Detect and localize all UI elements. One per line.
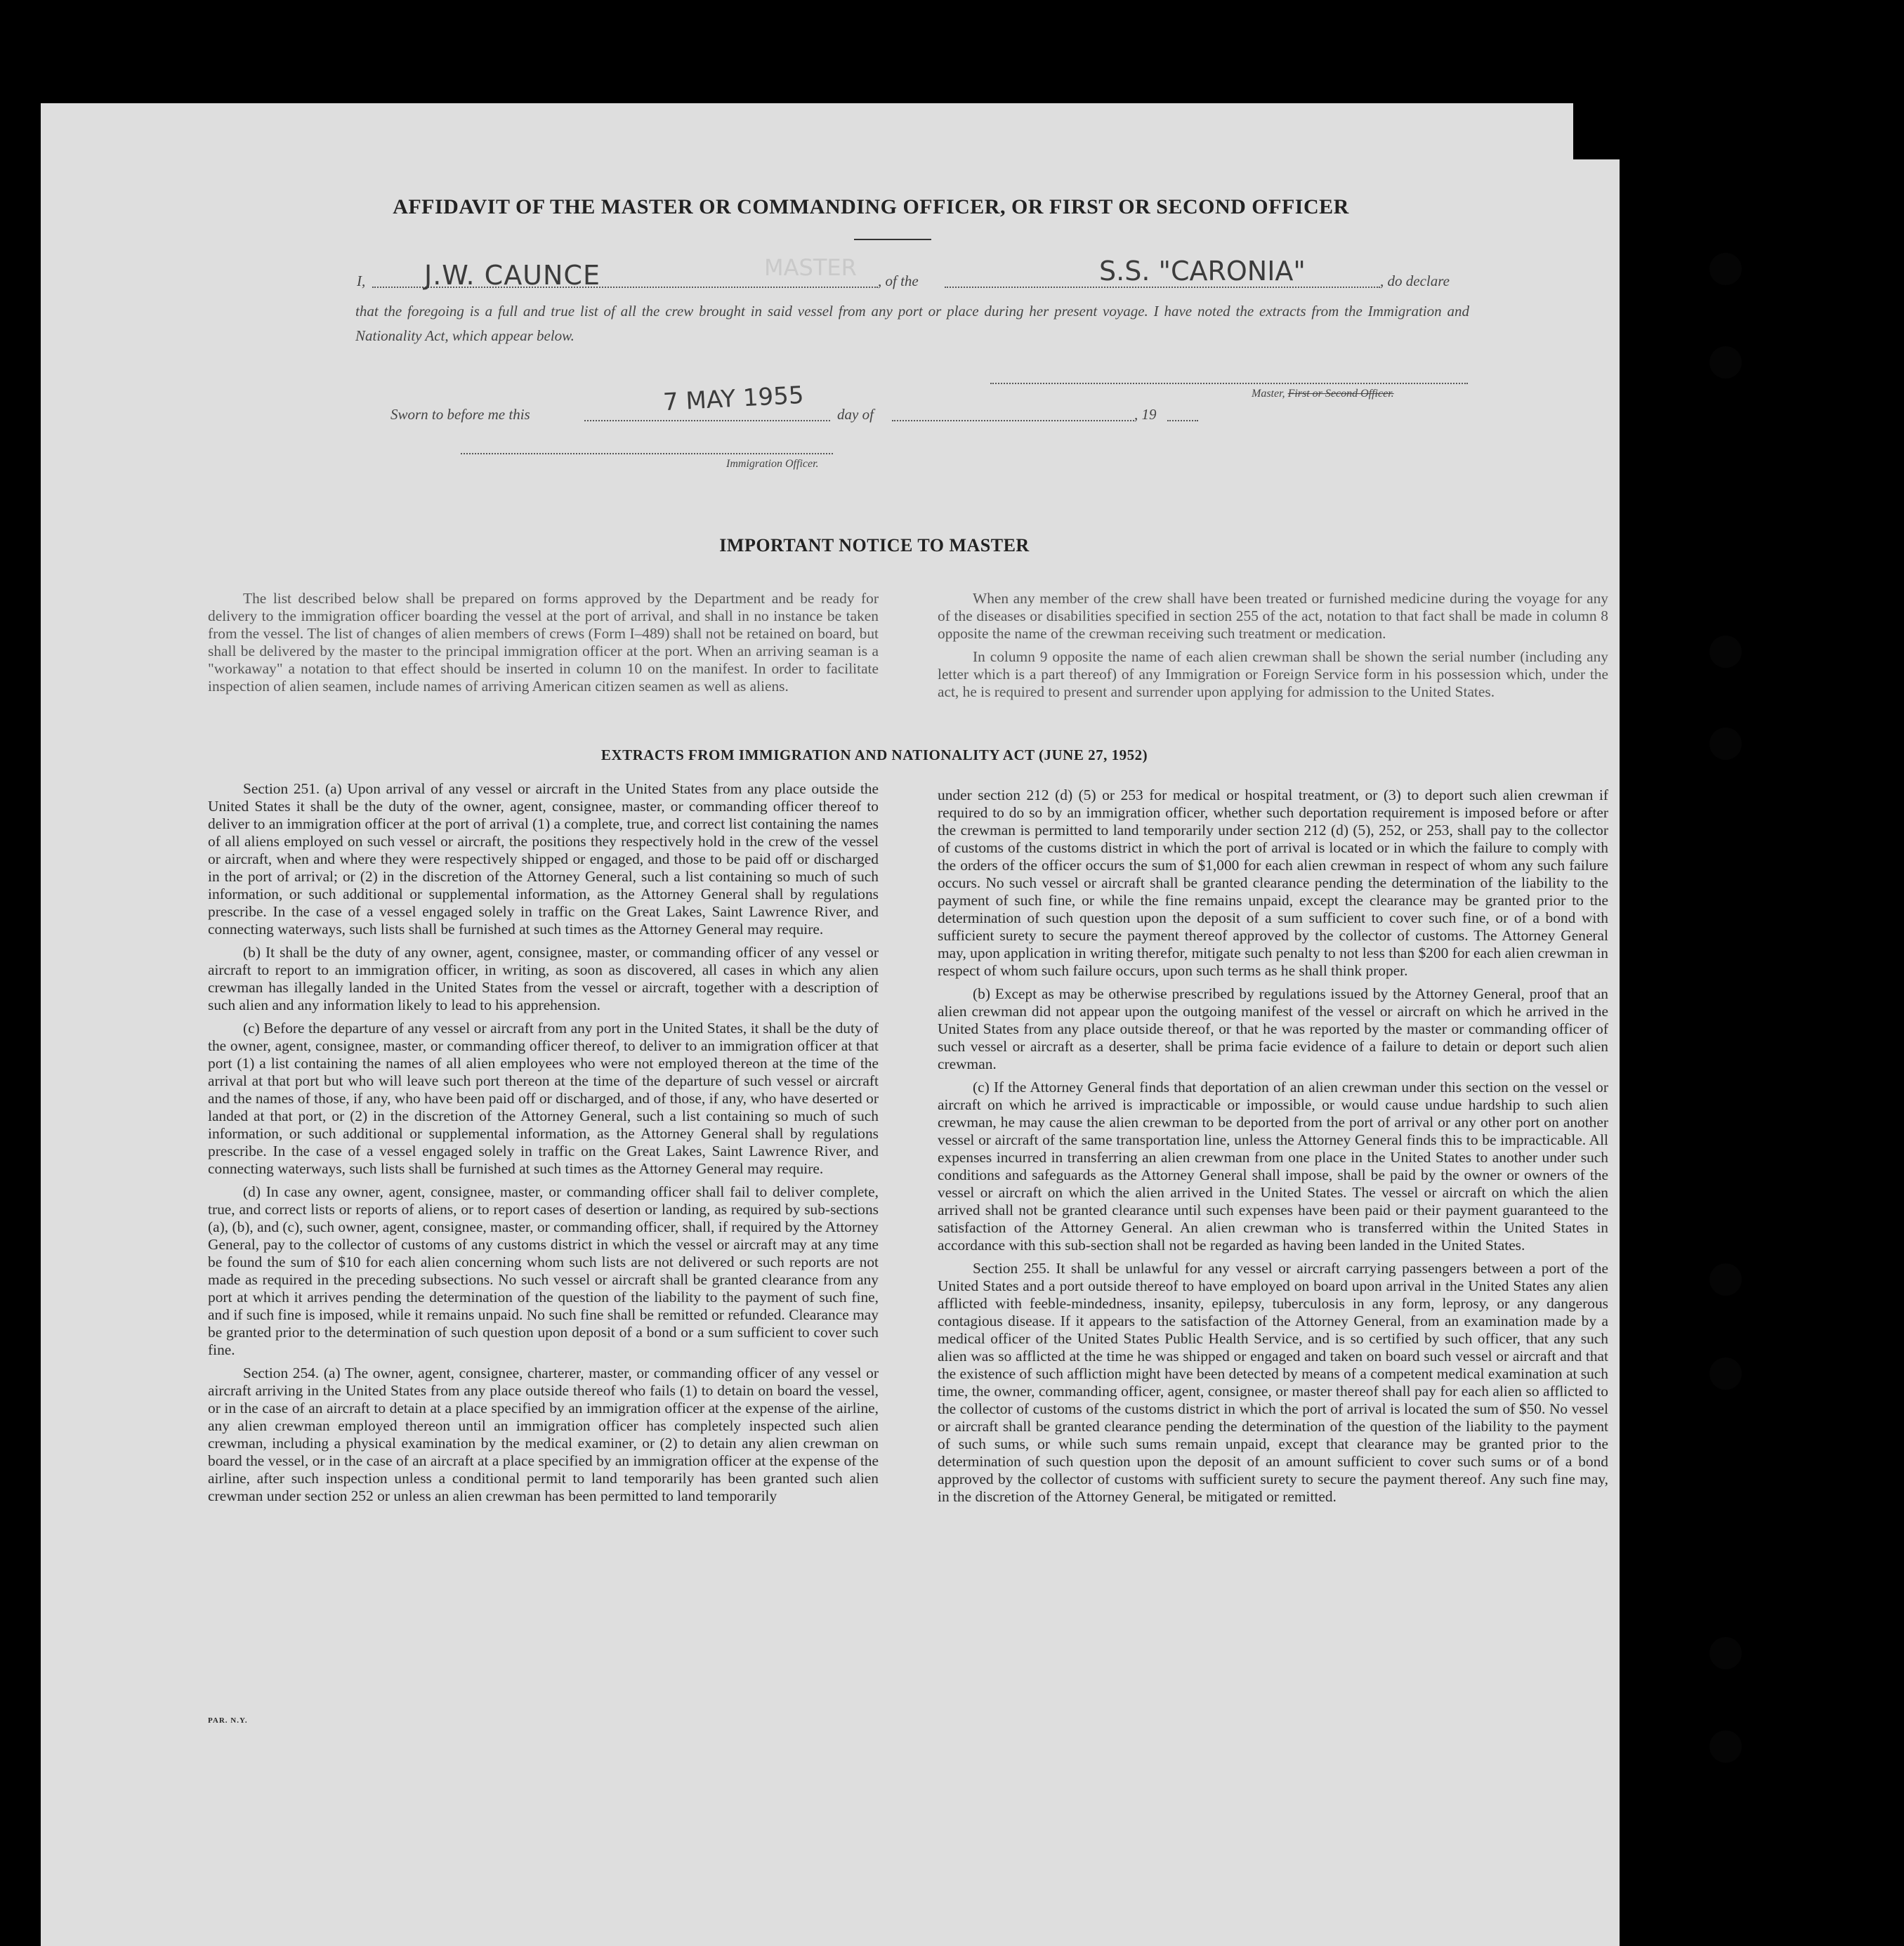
extracts-right-column <box>938 787 1608 1511</box>
notice-right-paragraph-2: In column 9 opposite the name of each alien crewman shall be shown the serial number (including any letter which is a part thereof) of any Immigration or Foreign Service form in his possession which, under the act, he is required to present and surrender upon applying for admission to the United States. <box>938 648 1608 700</box>
struck-officer-label: First or Second Officer. <box>1287 388 1394 400</box>
name-handwritten: J.W. CAUNCE <box>424 260 600 291</box>
line1-of-the: , of the <box>878 272 919 289</box>
immigration-officer-label: Immigration Officer. <box>726 458 819 470</box>
rank-faint: MASTER <box>764 254 857 281</box>
sworn-prefix: Sworn to before me this <box>390 406 530 423</box>
line1-suffix: , do declare <box>1380 272 1450 289</box>
title-divider <box>854 239 931 240</box>
section-254a-continued: under section 212 (d) (5) or 253 for medical or hospital treatment, or (3) to deport such alien crewman if required to do so by an immigration officer, whether such deportation requirement is imposed before or after the crewman is permitted to land temporarily under section 212 (d) (5), 252, or 253, shall pay to the collector of customs of the customs district in which the port of arrival is located or in which the failure to comply with the orders of the officer occurs the sum of $1,000 for each alien crewman in respect of whom any such failure occurs. No such vessel or aircraft shall be granted clearance pending the determination of the liability to the payment of such fine, or while the fine remains unpaid, except the clearance may be granted prior to the determination of such question upon the deposit of a sum sufficient to cover such fine, or of a bond with sufficient surety to secure the payment thereof approved by the collector of customs. The Attorney General may, upon application in writing therefor, mitigate such penalty to not less than $200 for each alien crewman in respect of whom such failure occurs, upon such terms as he shall think proper. <box>938 787 1608 979</box>
sheet-edge-shadow <box>1573 103 1643 159</box>
section-254a: Section 254. (a) The owner, agent, consignee, charterer, master, or commanding officer of any vessel or aircraft arriving in the United States from any place outside thereof who fails (1) to detain on board the vessel, or in the case of an aircraft to detain at a place specified by an immigration officer at the expense of the airline, any alien crewman employed thereon until an immigration officer has completely inspected such alien crewman, including a physical examination by the medical examiner, or (2) to detain any alien crewman on board the vessel, or in the case of an aircraft at a place specified by an immigration officer at the expense of the airline, after such inspection unless a conditional permit to land temporarily has been granted such alien crewman under section 252 or unless an alien crewman has been permitted to land temporarily <box>208 1365 879 1504</box>
printer-mark: PAR. N.Y. <box>208 1716 248 1725</box>
section-251b: (b) It shall be the duty of any owner, agent, consignee, master, or commanding officer of any vessel or aircraft to report to an immigration officer, in writing, as soon as discovered, all cases in which any alien crewman has illegally landed in the United States from the vessel or aircraft, together with a description of such alien and any information likely to lead to his apprehension. <box>208 944 879 1013</box>
year-field-line <box>1167 420 1198 421</box>
punch-hole <box>1709 728 1742 760</box>
month-field-line <box>892 420 1134 421</box>
section-251c: (c) Before the departure of any vessel or aircraft from any port in the United States, it shall be the duty of the owner, agent, consignee, master, or commanding officer thereof, to deliver to an immigration officer at that port (1) a list containing the names of all alien employees who were not employed thereon at the time of the arrival at that port but who will leave such port thereon at the time of the departure of such vessel or aircraft and the names of those, if any, who have been paid off or discharged, and of those, if any, who have deserted or landed at that port, or (2) in the discretion of the Attorney General, such a list containing so much of such information, or such additional or supplemental information, as the Attorney General shall by regulations prescribe. In the case of a vessel engaged solely in traffic on the Great Lakes, Saint Lawrence River, and connecting waterways, such lists shall be furnished at such times as the Attorney General may require. <box>208 1020 879 1177</box>
punch-hole <box>1709 346 1742 379</box>
sworn-date-line <box>584 420 830 421</box>
section-251a: Section 251. (a) Upon arrival of any vessel or aircraft in the United States from any place outside the United States it shall be the duty of the owner, agent, consignee, master, or commanding officer thereof to deliver to an immigration officer at the port of arrival (1) a complete, true, and correct list containing the names of all aliens employed on such vessel or aircraft, the positions they respectively hold in the crew of the vessel or aircraft, when and where they were respectively shipped or engaged, and those to be paid off or discharged in the port of arrival; or (2) in the discretion of the Attorney General, such a list containing so much of such information, or such additional or supplemental information, as the Attorney General shall by regulations prescribe. In the case of a vessel engaged solely in traffic on the Great Lakes, Saint Lawrence River, and connecting waterways, such lists shall be furnished at such times as the Attorney General may require. <box>208 780 879 938</box>
year-prefix: , 19 <box>1134 406 1157 423</box>
punch-hole <box>1709 636 1742 668</box>
date-stamp: 7 MAY 1955 <box>662 381 805 417</box>
day-of: day of <box>837 406 874 423</box>
extracts-left-column <box>208 780 879 1511</box>
master-signature-line <box>990 383 1468 384</box>
extracts-title: EXTRACTS FROM IMMIGRATION AND NATIONALITY ACT (JUNE 27, 1952) <box>600 747 1148 763</box>
section-255: Section 255. It shall be unlawful for any vessel or aircraft carrying passengers between a port of the United States and a port outside thereof to have employed on board upon arrival in the United States any alien afflicted with feeble-mindedness, insanity, epilepsy, tuberculosis in any form, leprosy, or any dangerous contagious disease. If it appears to the satisfaction of the Attorney General, from an examination made by a medical officer of the United States Public Health Service, and is so certified by such officer, that any such alien was so afflicted at the time he was shipped or engaged and taken on board such vessel or aircraft and that the existence of such affliction might have been detected by means of a competent medical examination at such time, the owner, commanding officer, agent, consignee, or master thereof shall pay for each alien so afflicted to the collector of customs of the customs district in which the port of arrival is located the sum of $50. No vessel or aircraft shall be granted clearance pending the determination of the question of the liability to the payment of such sums, or while such sums remain unpaid, except that clearance may be granted prior to the determination of such question upon the deposit of an amount sufficient to cover such sums or of a bond approved by the collector of customs with sufficient surety to secure the payment thereof. Any such fine may, in the discretion of the Attorney General, be mitigated or remitted. <box>938 1260 1608 1505</box>
punch-hole <box>1709 1637 1742 1669</box>
affidavit-title: AFFIDAVIT OF THE MASTER OR COMMANDING OFFICER, OR FIRST OR SECOND OFFICER <box>393 195 1349 218</box>
notice-left-paragraph: The list described below shall be prepared on forms approved by the Department and be ready for delivery to the immigration officer boarding the vessel at the port of arrival, and shall in no instance be taken from the vessel. The list of changes of alien members of crews (Form I–489) shall not be retained on board, but shall be delivered by the master to the principal immigration officer at the port. When an arriving seaman is a "workaway" a notation to that effect should be inserted in column 10 on the manifest. In order to facilitate inspection of alien seamen, include names of arriving American citizen seamen as well as aliens. <box>208 590 879 695</box>
declaration-text: that the foregoing is a full and true list of all the crew brought in said vessel from any port or place during her present voyage. I have noted the extracts from the Immigration and Nationality Act, which appear below. <box>355 303 1469 344</box>
master-label <box>1252 388 1394 400</box>
notice-left-column <box>208 590 879 701</box>
notice-right-paragraph-1: When any member of the crew shall have been treated or furnished medicine during the voyage for any of the diseases or disabilities specified in section 255 of the act, notation to that fact shall be made in column 8 opposite the name of the crewman receiving such treatment or medication. <box>938 590 1608 642</box>
punch-hole <box>1709 1357 1742 1390</box>
vessel-stamp: S.S. "CARONIA" <box>1099 256 1306 287</box>
vessel-field-line <box>945 287 1380 288</box>
notice-right-column <box>938 590 1608 706</box>
section-254b: (b) Except as may be otherwise prescribed by regulations issued by the Attorney General, proof that an alien crewman did not appear upon the outgoing manifest of the vessel or aircraft on which he arrived in the United States from any place outside thereof, or that he was reported by the master or commanding officer of such vessel or aircraft as a deserter, shall be prima facie evidence of a failure to detain or deport such alien crewman. <box>938 985 1608 1072</box>
punch-hole <box>1709 253 1742 285</box>
line1-prefix: I, <box>357 272 366 289</box>
section-251d: (d) In case any owner, agent, consignee, master, or commanding officer shall fail to deliver complete, true, and correct lists or reports of aliens, or to report cases of desertion or landing, as required by sub-sections (a), (b), and (c), such owner, agent, consignee, master, or commanding officer, shall, if required by the Attorney General, pay to the collector of customs of any customs district in which the vessel or aircraft may at any time be found the sum of $10 for each alien concerning whom such lists are not delivered or such reports are not made as required in the preceding subsections. No such vessel or aircraft shall be granted clearance from any port at which it arrives pending the determination of the question of the liability to the payment of such fine, and if such fine is imposed, while it remains unpaid. No such fine shall be remitted or refunded. Clearance may be granted prior to the determination of such question upon deposit of a bond or a sum sufficient to cover such fine. <box>208 1183 879 1358</box>
notice-title: IMPORTANT NOTICE TO MASTER <box>719 535 1030 555</box>
master-label-text: Master, <box>1252 388 1285 400</box>
punch-hole <box>1709 1263 1742 1296</box>
punch-hole <box>1709 1730 1742 1763</box>
section-254c: (c) If the Attorney General finds that deportation of an alien crewman under this section on the vessel or aircraft on which he arrived is impracticable or impossible, or would cause undue hardship to such alien crewman, he may cause the alien crewman to be deported from the port of arrival or any other port on another vessel or aircraft of the same transportation line, unless the Attorney General finds this to be impracticable. All expenses incurred in transferring an alien crewman from one place in the United States to another under such conditions and safeguards as the Attorney General shall impose, shall be paid by the owner or owners of the vessel or aircraft on which the alien arrived in the United States. The vessel or aircraft on which the alien arrived shall not be granted clearance until such expenses have been paid or their payment guaranteed to the satisfaction of the Attorney General. An alien crewman who is transferred within the United States in accordance with this sub-section shall not be regarded as having been landed in the United States. <box>938 1079 1608 1254</box>
immigration-officer-line <box>461 453 833 454</box>
